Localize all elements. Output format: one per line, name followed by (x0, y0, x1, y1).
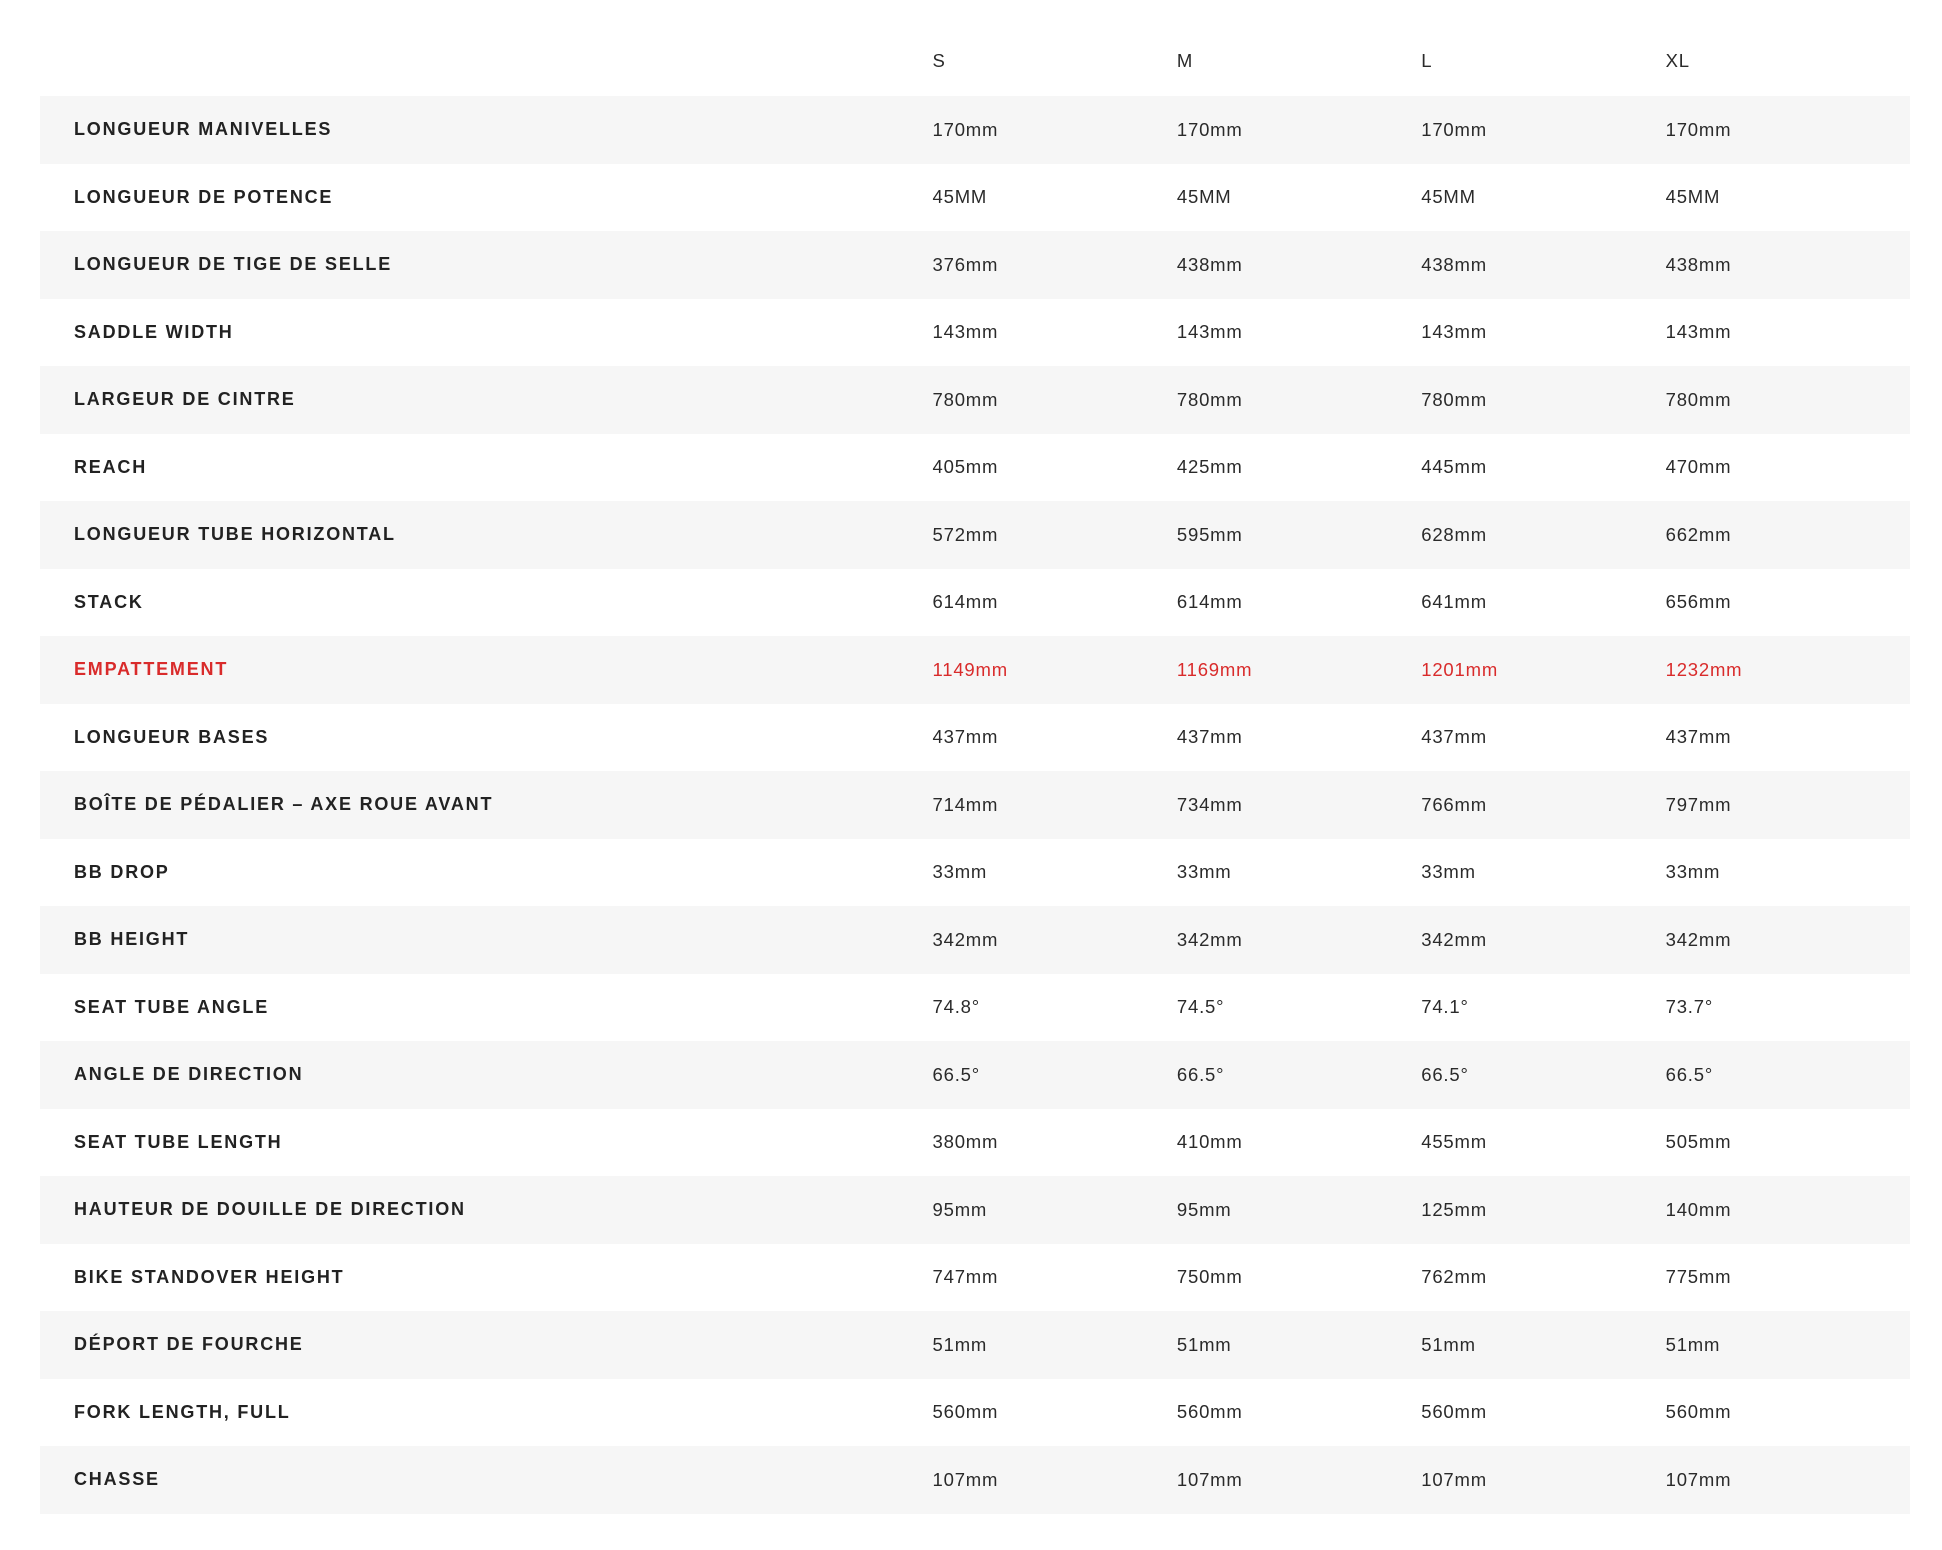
row-value-xl: 775mm (1665, 1266, 1732, 1288)
size-header-m: M (1176, 50, 1194, 71)
row-value-s: 51mm (932, 1333, 988, 1355)
table-row (40, 974, 1910, 1042)
row-value-xl: 438mm (1665, 253, 1732, 275)
table-row (40, 1379, 1910, 1447)
row-label: SEAT TUBE ANGLE (74, 996, 270, 1017)
row-value-m: 750mm (1176, 1266, 1243, 1288)
row-value-s: 437mm (932, 726, 999, 748)
table-row (40, 1041, 1910, 1109)
table-row (40, 366, 1910, 434)
row-value-xl: 797mm (1665, 793, 1732, 815)
row-value-xl: 140mm (1665, 1198, 1732, 1220)
row-value-m: 614mm (1176, 591, 1243, 613)
table-row (40, 231, 1910, 299)
row-value-l: 33mm (1421, 861, 1476, 883)
row-value-xl: 437mm (1665, 726, 1732, 748)
table-row (40, 299, 1910, 367)
table-row (40, 1311, 1910, 1379)
row-value-m: 437mm (1176, 726, 1243, 748)
row-value-l: 780mm (1421, 388, 1487, 410)
row-value-xl: 470mm (1665, 456, 1732, 478)
row-value-s: 170mm (932, 118, 999, 140)
row-value-m: 734mm (1176, 793, 1243, 815)
row-value-xl: 662mm (1665, 523, 1732, 545)
row-value-m: 410mm (1176, 1131, 1243, 1153)
table-row (40, 1176, 1910, 1244)
table-row (40, 569, 1910, 637)
row-label: DÉPORT DE FOURCHE (74, 1334, 304, 1355)
row-value-l: 342mm (1421, 928, 1487, 950)
row-value-s: 95mm (932, 1198, 988, 1220)
size-header-l: L (1421, 50, 1433, 71)
row-value-m: 560mm (1176, 1401, 1243, 1423)
table-row (40, 96, 1910, 164)
row-value-l: 107mm (1421, 1468, 1487, 1490)
row-value-s: 143mm (932, 321, 999, 343)
row-value-s: 74.8° (932, 996, 980, 1018)
row-label: LONGUEUR DE POTENCE (74, 186, 334, 207)
row-value-l: 560mm (1421, 1401, 1487, 1423)
row-value-m: 595mm (1176, 523, 1243, 545)
row-label: BB HEIGHT (74, 929, 190, 950)
row-value-xl: 560mm (1665, 1401, 1732, 1423)
row-value-xl: 51mm (1665, 1333, 1721, 1355)
row-label: REACH (74, 456, 148, 477)
row-value-l: 170mm (1421, 118, 1487, 140)
row-value-xl: 73.7° (1665, 996, 1714, 1018)
row-value-s: 380mm (932, 1131, 999, 1153)
row-value-m: 33mm (1176, 861, 1232, 883)
row-value-l: 762mm (1421, 1266, 1487, 1288)
row-value-s: 1149mm (932, 658, 1008, 680)
row-value-m: 51mm (1176, 1333, 1232, 1355)
table-row (40, 434, 1910, 502)
row-value-m: 95mm (1176, 1198, 1232, 1220)
table-row (40, 636, 1910, 704)
row-value-l: 45MM (1421, 186, 1476, 208)
row-value-m: 438mm (1176, 253, 1243, 275)
row-value-s: 342mm (932, 928, 999, 950)
row-value-s: 614mm (932, 591, 999, 613)
row-value-s: 560mm (932, 1401, 999, 1423)
row-label: LONGUEUR TUBE HORIZONTAL (74, 524, 396, 545)
row-value-s: 33mm (932, 861, 988, 883)
row-label: CHASSE (74, 1469, 160, 1490)
row-label: SEAT TUBE LENGTH (74, 1131, 283, 1152)
row-value-m: 143mm (1176, 321, 1243, 343)
row-value-l: 445mm (1421, 456, 1487, 478)
row-value-xl: 780mm (1665, 388, 1732, 410)
row-value-l: 74.1° (1421, 996, 1469, 1018)
table-row (40, 1446, 1910, 1514)
size-header-s: S (932, 50, 946, 71)
row-value-m: 425mm (1176, 456, 1243, 478)
row-value-l: 143mm (1421, 321, 1487, 343)
row-value-xl: 66.5° (1665, 1063, 1714, 1085)
row-value-xl: 342mm (1665, 928, 1732, 950)
table-row (40, 771, 1910, 839)
row-value-l: 125mm (1421, 1198, 1487, 1220)
row-value-s: 714mm (932, 793, 999, 815)
row-label: LONGUEUR MANIVELLES (74, 119, 333, 140)
table-row (40, 1109, 1910, 1177)
table-row (40, 164, 1910, 232)
row-value-s: 66.5° (932, 1063, 980, 1085)
row-value-xl: 107mm (1665, 1468, 1732, 1490)
row-value-xl: 33mm (1665, 861, 1721, 883)
row-value-l: 641mm (1421, 591, 1487, 613)
row-label: EMPATTEMENT (74, 659, 229, 680)
table-row (40, 704, 1910, 772)
row-value-xl: 1232mm (1665, 658, 1743, 680)
row-label: SADDLE WIDTH (74, 321, 234, 342)
row-value-s: 45MM (932, 186, 988, 208)
row-value-l: 51mm (1421, 1333, 1476, 1355)
size-header-xl: XL (1665, 50, 1690, 71)
row-value-s: 405mm (932, 456, 999, 478)
table-row (40, 839, 1910, 907)
row-value-l: 455mm (1421, 1131, 1487, 1153)
row-label: BOÎTE DE PÉDALIER – AXE ROUE AVANT (74, 794, 494, 815)
row-label: STACK (74, 591, 144, 612)
row-value-xl: 656mm (1665, 591, 1732, 613)
row-value-s: 376mm (932, 253, 999, 275)
table-row (40, 906, 1910, 974)
row-value-m: 45MM (1176, 186, 1232, 208)
row-value-m: 1169mm (1176, 658, 1253, 680)
row-value-m: 780mm (1176, 388, 1243, 410)
row-label: BIKE STANDOVER HEIGHT (74, 1266, 345, 1287)
row-label: LONGUEUR BASES (74, 726, 270, 747)
row-value-s: 107mm (932, 1468, 999, 1490)
size-header-row (40, 26, 1910, 96)
row-value-m: 170mm (1176, 118, 1243, 140)
row-value-xl: 505mm (1665, 1131, 1732, 1153)
row-label: FORK LENGTH, FULL (74, 1401, 291, 1422)
row-value-xl: 170mm (1665, 118, 1732, 140)
row-value-xl: 45MM (1665, 186, 1721, 208)
row-value-l: 438mm (1421, 253, 1487, 275)
row-value-xl: 143mm (1665, 321, 1732, 343)
row-label: ANGLE DE DIRECTION (74, 1064, 304, 1085)
row-label: LARGEUR DE CINTRE (74, 389, 296, 410)
row-value-s: 747mm (932, 1266, 999, 1288)
row-value-m: 74.5° (1176, 996, 1225, 1018)
row-value-m: 342mm (1176, 928, 1243, 950)
row-value-s: 780mm (932, 388, 999, 410)
row-value-l: 66.5° (1421, 1063, 1469, 1085)
row-value-l: 628mm (1421, 523, 1487, 545)
row-value-m: 107mm (1176, 1468, 1243, 1490)
row-value-l: 437mm (1421, 726, 1487, 748)
row-value-m: 66.5° (1176, 1063, 1225, 1085)
row-label: LONGUEUR DE TIGE DE SELLE (74, 254, 393, 275)
row-value-s: 572mm (932, 523, 999, 545)
table-row (40, 501, 1910, 569)
table-row (40, 1244, 1910, 1312)
geometry-rows (40, 96, 1910, 1514)
geometry-table (40, 26, 1910, 1514)
row-value-l: 1201mm (1421, 658, 1499, 680)
row-value-l: 766mm (1421, 793, 1487, 815)
row-label: HAUTEUR DE DOUILLE DE DIRECTION (74, 1199, 466, 1220)
row-label: BB DROP (74, 861, 170, 882)
